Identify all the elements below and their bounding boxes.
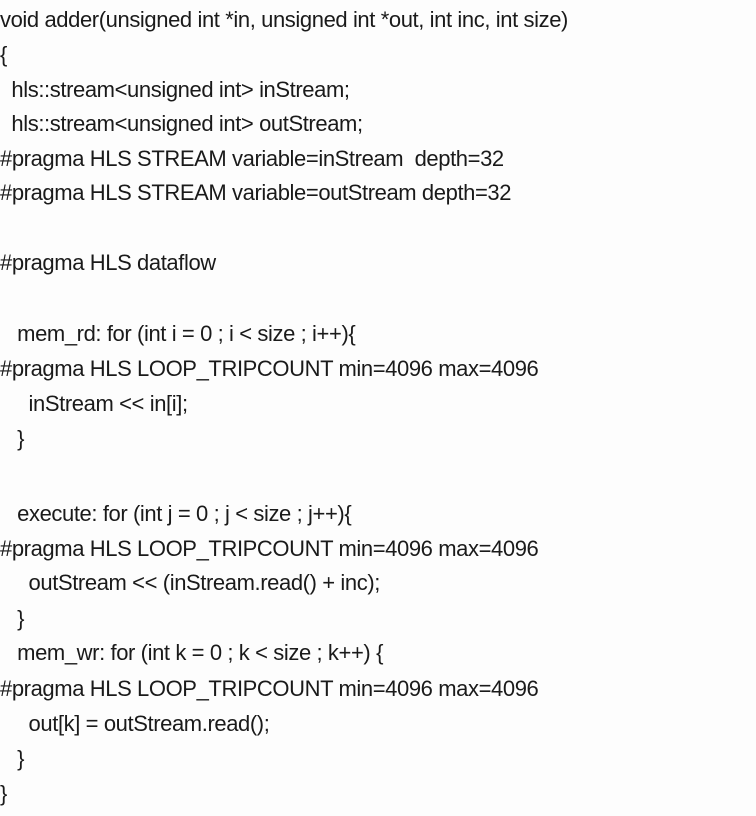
code-line-10: mem_rd: for (int i = 0 ; i < size ; i++){: [0, 321, 356, 346]
code-line-12: inStream << in[i];: [0, 391, 188, 416]
code-line-18: }: [0, 606, 25, 631]
code-line-17: outStream << (inStream.read() + inc);: [0, 570, 380, 595]
code-line-8: #pragma HLS dataflow: [0, 250, 216, 275]
code-line-3: hls::stream<unsigned int> inStream;: [0, 77, 350, 102]
code-line-6: #pragma HLS STREAM variable=outStream depth=32: [0, 180, 512, 205]
code-line-21: out[k] = outStream.read();: [0, 711, 270, 736]
code-line-4: hls::stream<unsigned int> outStream;: [0, 111, 363, 136]
code-line-19: mem_wr: for (int k = 0 ; k < size ; k++) {: [0, 640, 384, 665]
code-line-1: void adder(unsigned int *in, unsigned int *out, int inc, int size): [0, 7, 568, 32]
code-line-2: {: [0, 42, 7, 67]
code-line-16: #pragma HLS LOOP_TRIPCOUNT min=4096 max=4096: [0, 536, 539, 561]
code-line-11: #pragma HLS LOOP_TRIPCOUNT min=4096 max=4096: [0, 356, 539, 381]
code-line-20: #pragma HLS LOOP_TRIPCOUNT min=4096 max=4096: [0, 676, 539, 701]
code-line-5: #pragma HLS STREAM variable=inStream depth=32: [0, 146, 504, 171]
code-line-13: }: [0, 426, 25, 451]
code-line-15: execute: for (int j = 0 ; j < size ; j++){: [0, 501, 352, 526]
code-line-23: }: [0, 781, 7, 806]
code-line-22: }: [0, 746, 25, 771]
